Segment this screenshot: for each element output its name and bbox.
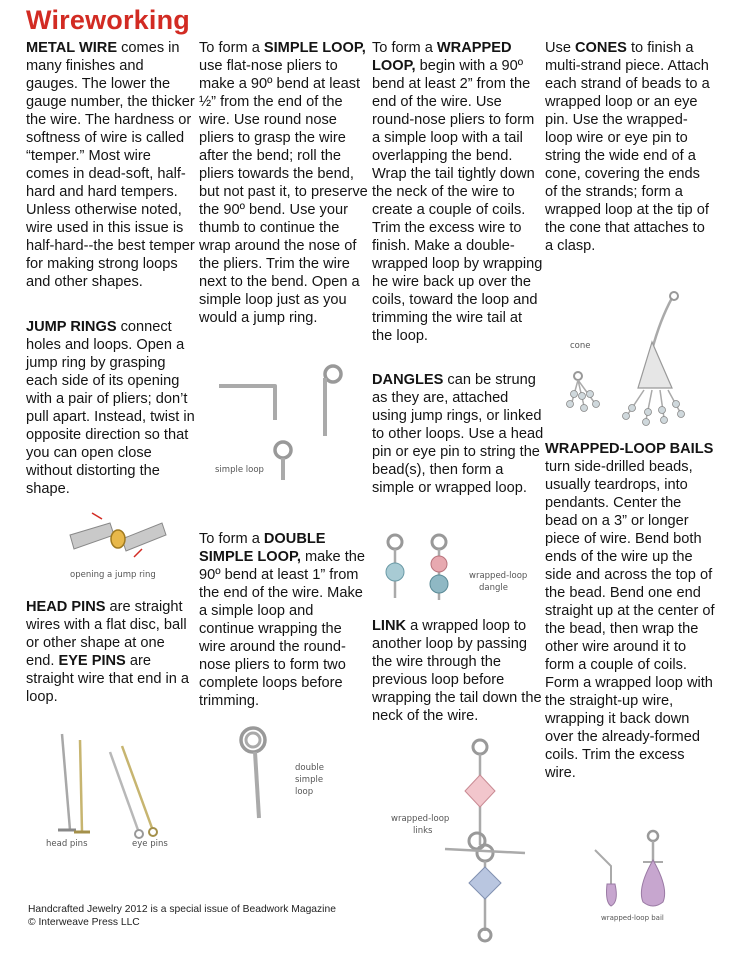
double-simple-loop-illustration (215, 718, 355, 823)
bails-text: turn side-drilled beads, usually teardrops, into pendants. Center the bead on a 3” or longer piece of wire. Bend both ends of the wire up the side and across the top of the bead. Bend one end straight up at the center of the bead, then wrap the other wire around it to form a couple of coils. Form a wrapped loop with the straight-up wire, wrapping it back down over the already-formed coils. Trim the excess wire. (545, 459, 715, 781)
eye-pins-heading: EYE PINS (58, 653, 126, 669)
metal-wire-text: comes in many finishes and gauges. The lower the gauge number, the thicker the wire. The hardness or softness of wire is called “temper.” Most wire comes in dead-soft, half-hard and hard tempers. Unless otherwise noted, wire used in this issue is half-hard--the best temper for making strong loops and other shapes. (26, 40, 195, 290)
cone-icon (638, 342, 672, 388)
credit-line1: Handcrafted Jewelry 2012 is a special issue of Beadwork Magazine (28, 904, 336, 915)
simple-loop-caption: simple loop (215, 465, 264, 475)
head-pin-icon (62, 734, 70, 830)
jump-ring-illustration (62, 505, 172, 583)
jump-ring-icon (111, 530, 125, 548)
dangle-illustration (375, 528, 535, 608)
section-double-simple-loop (199, 530, 371, 710)
section-jump-rings (26, 318, 196, 498)
dangles-text: can be strung as they are, attached using jump rings, or linked to other loops. Use a head pin or eye pin to string the bead(s), then form a simple or wrapped loop. (372, 372, 544, 496)
head-pins-caption: head pins (46, 839, 88, 849)
section-head-pins (26, 598, 196, 706)
dangle-caption-line2: dangle (479, 583, 508, 593)
wrapped-loop-links-illustration (385, 735, 535, 945)
credit-line2: © Interweave Press LLC (28, 916, 140, 928)
strand-beads-icon (623, 401, 685, 426)
head-pins-heading: HEAD PINS (26, 599, 106, 615)
bail-caption: wrapped-loop bail (601, 914, 664, 922)
credit-footer (28, 904, 336, 929)
plier-right-icon (122, 523, 166, 551)
cone-caption: cone (570, 341, 591, 351)
section-dangles (372, 371, 544, 497)
simple-loop-pre: To form a (199, 40, 264, 56)
link-heading: LINK (372, 618, 407, 634)
dangles-heading: DANGLES (372, 372, 444, 388)
teardrop-bead-icon (607, 884, 617, 906)
double-loop-heading: DOUBLE SIMPLE LOOP, (199, 531, 326, 565)
link-text: a wrapped loop to another loop by passing the wire through the previous loop before wrapping the tail down the neck of the wire. (372, 618, 542, 724)
section-metal-wire (26, 39, 196, 291)
simple-loop-illustration (205, 358, 355, 488)
eye-pin-icon (122, 746, 152, 828)
wrapped-loop-text: begin with a 90º bend at least 2” from the end of the wire. Use round-nose pliers to form a simple loop with a tail overlapping the bend. Wrap the tail tightly down the neck of the wire to create a couple of coils. Trim the excess wire to finish. Make a double-wrapped loop by wrapping he wire back up over the coils, toward the loop and trimming the wire tail at the loop. (372, 58, 543, 344)
page-title: Wireworking (26, 5, 190, 35)
jump-ring-caption: opening a jump ring (70, 570, 156, 580)
section-wrapped-loop-bails (545, 440, 715, 782)
cone-illustration (548, 290, 718, 430)
wrapped-loop-bail-illustration (575, 822, 705, 922)
double-loop-caption-line1: double (295, 763, 324, 773)
head-eye-pins-illustration (40, 722, 190, 852)
simple-loop-text: use flat-nose pliers to make a 90º bend at least ½” from the end of the wire. Use round nose pliers to grasp the wire after the bend; roll the pliers towards the bend, but not past it, to preserve the 90º bend. Use your thumb to continue the wrap around the nose of the pliers. Trim the wire next to the bend. Open a simple loop just as you would a jump ring. (199, 58, 368, 326)
cones-pre: Use (545, 40, 576, 56)
double-loop-text: make the 90º bend at least 1” from the end of the wire. Make a simple loop and continue wrapping the wire around the round-nose pliers to form two complete loops before trimming. (199, 549, 365, 709)
jump-rings-text: connect holes and loops. Open a jump ring by grasping each side of its opening with a pair of pliers; don’t pull apart. Instead, twist in opposite direction so that you can open close without distorting the shape. (26, 319, 195, 497)
simple-loop-heading: SIMPLE LOOP, (263, 40, 366, 56)
arrow-icon (92, 513, 102, 519)
head-pin-icon (80, 740, 82, 832)
eye-pin-icon (110, 752, 138, 830)
cones-heading: CONES (575, 40, 627, 56)
pink-bead-icon (465, 775, 495, 807)
arrow-icon (134, 549, 142, 557)
wrapped-loop-heading: WRAPPED LOOP, (372, 40, 512, 74)
bead-icon (431, 556, 447, 572)
metal-wire-heading: METAL WIRE (26, 40, 118, 56)
loop-icon (275, 442, 291, 458)
section-link (372, 617, 544, 725)
blue-bead-icon (469, 867, 501, 899)
bead-icon (430, 575, 448, 593)
bails-heading: WRAPPED-LOOP BAILS (545, 441, 714, 457)
jump-rings-heading: JUMP RINGS (26, 319, 117, 335)
eye-pins-caption: eye pins (132, 839, 168, 849)
section-simple-loop (199, 39, 371, 327)
loop-icon (325, 366, 341, 382)
bead-icon (386, 563, 404, 581)
double-loop-pre: To form a (199, 531, 264, 547)
plier-left-icon (70, 523, 114, 549)
double-loop-caption-line2: simple (295, 775, 324, 785)
teardrop-bead-icon (641, 860, 664, 906)
head-pins-text: are straight wires with a flat disc, ball or other shape at one end. (26, 599, 187, 669)
wrapped-loop-pre: To form a (372, 40, 437, 56)
bent-wire-icon (219, 386, 275, 420)
section-cones (545, 39, 715, 255)
dangle-caption-line1: wrapped-loop (469, 571, 528, 581)
link-loop-icon (477, 845, 493, 861)
links-caption-line1: wrapped-loop (391, 814, 450, 824)
cones-text: to finish a multi-strand piece. Attach each strand of beads to a wrapped loop or an eye pin. Use the wrapped-loop wire or eye pin to string the wide end of a cone, covering the ends of the strands; form a wrapped loop at the tip of the cone that attaches to a clasp. (545, 40, 710, 254)
eye-pins-text: are straight wire that end in a loop. (26, 653, 190, 705)
links-caption-line2: links (413, 826, 433, 836)
section-wrapped-loop (372, 39, 544, 345)
double-loop-caption-line3: loop (295, 787, 314, 797)
